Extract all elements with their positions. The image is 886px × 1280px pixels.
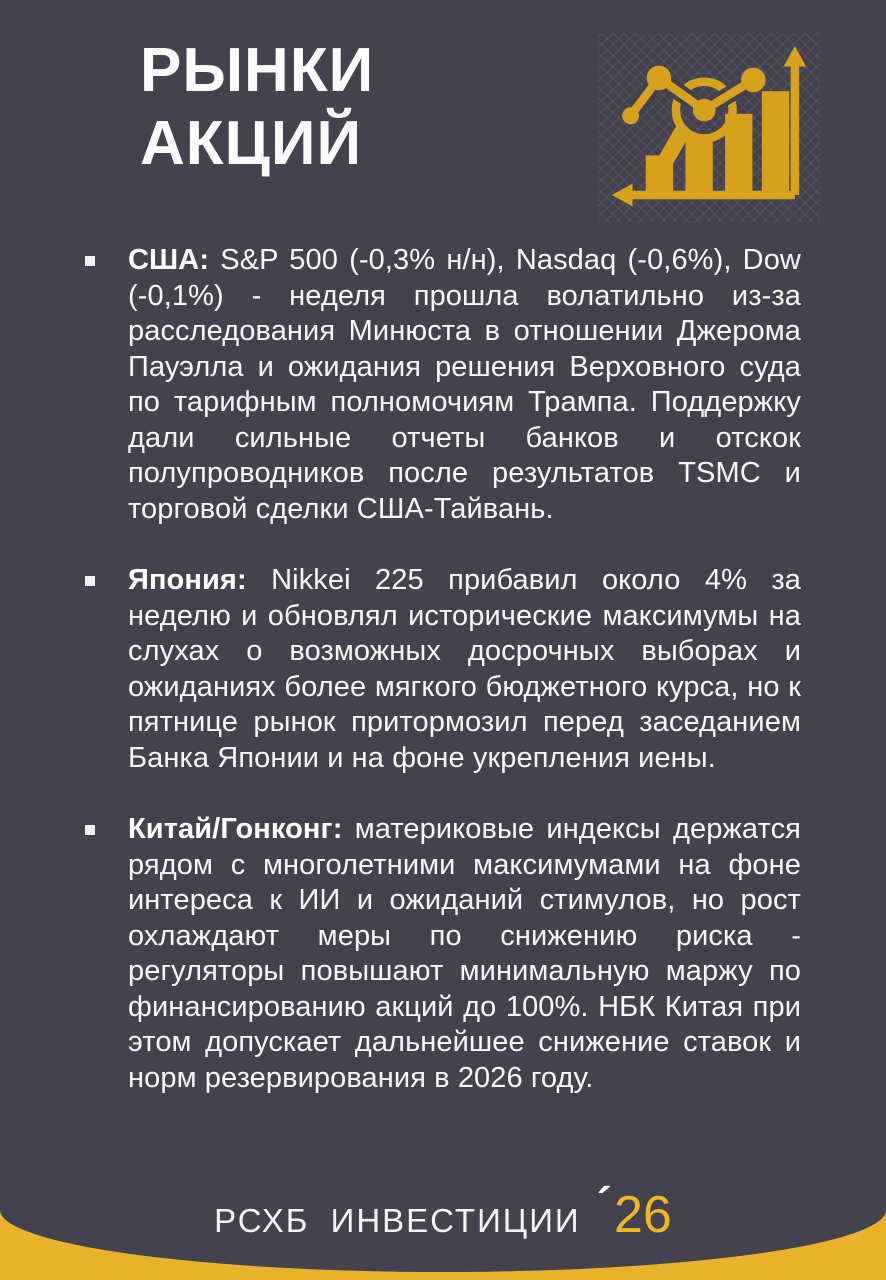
page-title	[140, 34, 374, 180]
chart-analytics-icon	[598, 33, 820, 223]
bullet-japan-text: Япония: Nikkei 225 прибавил около 4% за неделю и обновлял исторические максимумы на слухах о возможных досрочных выборах и ожиданиях более мягкого бюджетного курса, но к пятнице рынок притормозил перед заседанием Банка Японии и на фоне укрепления иены.	[128, 564, 801, 774]
page-title-line2: АКЦИЙ	[140, 109, 363, 178]
square-bullet-icon	[85, 825, 95, 835]
market-bullet-list	[85, 243, 801, 1132]
brand-year: 26	[613, 1186, 672, 1244]
page-title-line1: РЫНКИ	[140, 36, 375, 105]
bullet-china-hongkong-text: Китай/Гонконг: материковые индексы держатся рядом с многолетними максимумами на фоне интереса к ИИ и ожиданий стимулов, но рост охлаждают меры по снижению риска - регуляторы повышают минимальную маржу по финансированию акций до 100%. НБК Китая при этом допускает дальнейшее снижение ставок и норм резервирования в 2026 году.	[128, 813, 801, 1094]
bullet-usa	[85, 243, 801, 527]
bullet-china-hongkong	[85, 812, 801, 1096]
brand-name: РСХБ ИНВЕСТИЦИИ	[214, 1202, 581, 1239]
bullet-japan-lead: Япония:	[128, 564, 247, 596]
bullet-usa-lead: США:	[128, 244, 210, 276]
footer-brand: РСХБ ИНВЕСТИЦИИ ´ 26	[214, 1178, 672, 1244]
bullet-japan	[85, 563, 801, 776]
square-bullet-icon	[85, 256, 95, 266]
square-bullet-icon	[85, 576, 95, 586]
bullet-usa-text: США: S&P 500 (-0,3% н/н), Nasdaq (-0,6%), Dow (-0,1%) - неделя прошла волатильно из-за расследования Минюста в отношении Джерома Пауэлла и ожидания решения Верховного суда по тарифным полномочиям Трампа. Поддержку дали сильные отчеты банков и отскок полупроводников после результатов TSMC и торговой сделки США-Тайвань.	[128, 244, 801, 525]
bullet-china-hongkong-lead: Китай/Гонконг:	[128, 813, 343, 845]
